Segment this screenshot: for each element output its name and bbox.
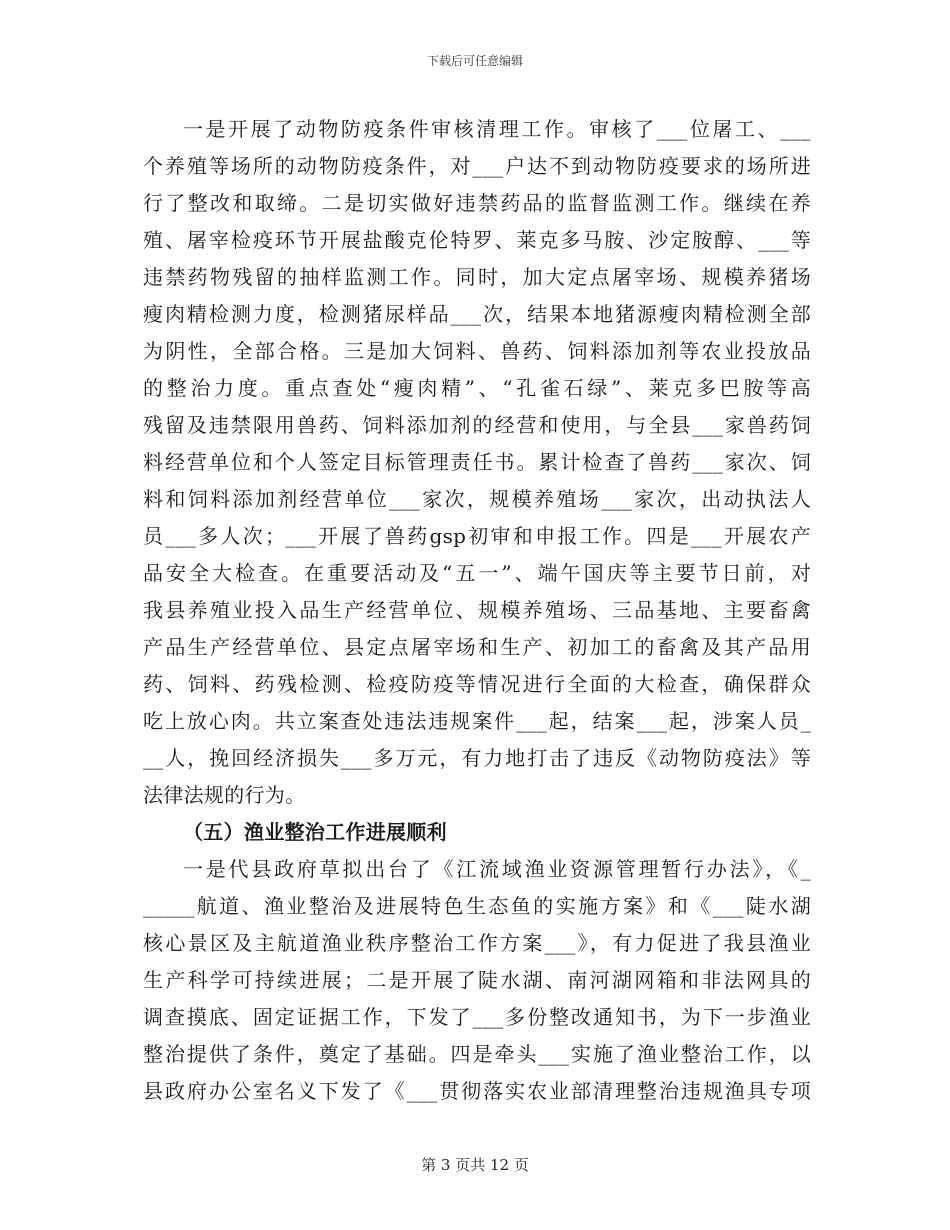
text-line: 瘦肉精检测力度，检测猪尿样品___次，结果本地猪源瘦肉精检测全部 bbox=[143, 302, 811, 326]
paragraph-fishery bbox=[143, 851, 811, 1110]
text-line: 整治提供了条件，奠定了基础。四是牵头___实施了渔业整治工作，以 bbox=[143, 1042, 811, 1066]
text-line: 产品生产经营单位、县定点屠宰场和生产、初加工的畜禽及其产品用 bbox=[143, 635, 811, 659]
text-line: 调查摸底、固定证据工作，下发了___多份整改通知书，为下一步渔业 bbox=[143, 1005, 811, 1029]
text-line: 违禁药物残留的抽样监测工作。同时，加大定点屠宰场、规模养猪场 bbox=[143, 265, 811, 289]
text-line: _____航道、渔业整治及进展特色生态鱼的实施方案》和《___陡水湖 bbox=[143, 894, 811, 918]
text-line: 生产科学可持续进展；二是开展了陡水湖、南河湖网箱和非法网具的 bbox=[143, 968, 811, 992]
text-line: 员___多人次；___开展了兽药gsp初审和申报工作。四是___开展农产 bbox=[143, 524, 811, 548]
text-line: 残留及违禁限用兽药、饲料添加剂的经营和使用，与全县___家兽药饲 bbox=[143, 413, 811, 437]
text-line: 行了整改和取缔。二是切实做好违禁药品的监督监测工作。继续在养 bbox=[143, 191, 811, 215]
text-line: 品安全大检查。在重要活动及“五一”、端午国庆等主要节日前，对 bbox=[143, 561, 811, 585]
text-line: 的整治力度。重点查处“瘦肉精”、“孔雀石绿”、莱克多巴胺等高 bbox=[143, 376, 811, 400]
text-line: 料和饲料添加剂经营单位___家次，规模养殖场___家次，出动执法人 bbox=[143, 487, 811, 511]
text-line: 料经营单位和个人签定目标管理责任书。累计检查了兽药___家次、饲 bbox=[143, 450, 811, 474]
text-line: 一是开展了动物防疫条件审核清理工作。审核了___位屠工、___ bbox=[183, 117, 811, 141]
paragraph-animal-epidemic bbox=[143, 111, 811, 814]
text-line: 县政府办公室名义下发了《___贯彻落实农业部清理整治违规渔具专项 bbox=[143, 1079, 811, 1103]
section-heading: （五）渔业整治工作进展顺利 bbox=[183, 820, 447, 844]
document-body bbox=[143, 111, 811, 1110]
text-line: 核心景区及主航道渔业秩序整治工作方案___》，有力促进了我县渔业 bbox=[143, 931, 811, 955]
text-line: 法律法规的行为。 bbox=[143, 783, 306, 807]
text-line: 个养殖等场所的动物防疫条件，对___户达不到动物防疫要求的场所进 bbox=[143, 154, 811, 178]
text-line: 一是代县政府草拟出台了《江流域渔业资源管理暂行办法》，《_ bbox=[183, 857, 811, 881]
page-number: 第 3 页共 12 页 bbox=[421, 1156, 529, 1174]
text-line: 药、饲料、药残检测、检疫防疫等情况进行全面的大检查，确保群众 bbox=[143, 672, 811, 696]
text-line: 殖、屠宰检疫环节开展盐酸克伦特罗、莱克多马胺、沙定胺醇、___等 bbox=[143, 228, 811, 252]
text-line: 吃上放心肉。共立案查处违法违规案件___起，结案___起，涉案人员_ bbox=[143, 709, 811, 733]
text-line: 为阴性，全部合格。三是加大饲料、兽药、饲料添加剂等农业投放品 bbox=[143, 339, 811, 363]
text-line: __人，挽回经济损失___多万元，有力地打击了违反《动物防疫法》等 bbox=[143, 746, 811, 770]
text-line: 我县养殖业投入品生产经营单位、规模养殖场、三品基地、主要畜禽 bbox=[143, 598, 811, 622]
page-header: 下载后可任意编辑 bbox=[426, 54, 523, 68]
